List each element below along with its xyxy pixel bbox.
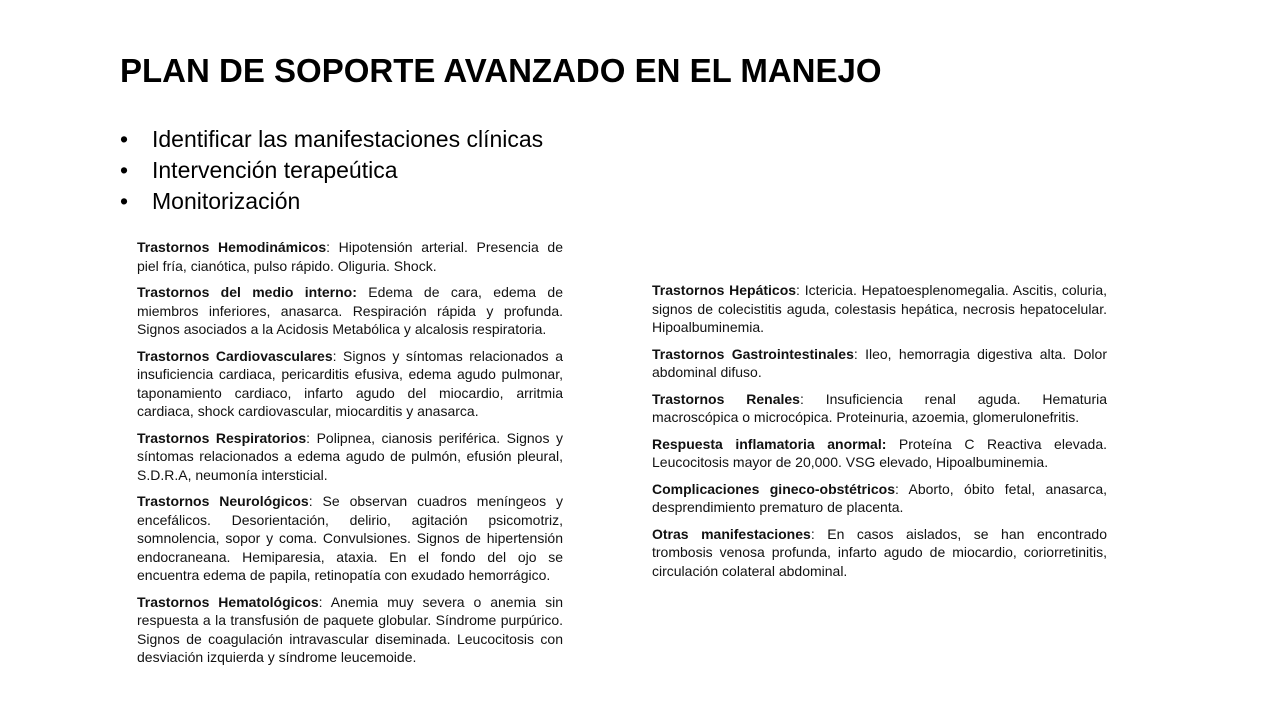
- entry-heading: Trastornos Respiratorios: [137, 429, 307, 446]
- entry-paragraph: [652, 345, 1107, 382]
- bullet-dot-icon: •: [120, 126, 129, 152]
- entry-paragraph: [652, 480, 1107, 517]
- entry-heading: Trastornos Hematológicos: [137, 593, 319, 610]
- entry-text: : Anemia muy severa o anemia sin respuesta a la transfusión de paquete globular. Síndrome purpúrico. Signos de coagulación intravascular diseminada. Leucocitosis con desviación izquierda y síndrome leucemoide.: [137, 593, 563, 665]
- entry-heading: Complicaciones gineco-obstétricos: [652, 480, 895, 497]
- right-text-column: [652, 281, 1107, 588]
- entry-paragraph: [652, 390, 1107, 427]
- bullet-text: Identificar las manifestaciones clínicas: [152, 126, 544, 152]
- bullet-dot-icon: •: [120, 188, 129, 214]
- entry-text: : Polipnea, cianosis periférica. Signos y síntomas relacionados a edema agudo de pulmón, efusión pleural, S.D.R.A, neumonía intersticial.: [137, 429, 563, 483]
- bullet-list: [120, 124, 543, 217]
- entry-heading: Trastornos Hepáticos: [652, 282, 797, 298]
- entry-heading: Otras manifestaciones: [652, 525, 811, 542]
- entry-text: : Hipotensión arterial. Presencia de piel fría, cianótica, pulso rápido. Oliguria. Shock.: [137, 239, 563, 274]
- entry-paragraph: [652, 435, 1107, 472]
- entry-heading: Trastornos Cardiovasculares: [137, 347, 333, 364]
- entry-paragraph: [137, 347, 563, 421]
- entry-paragraph: [137, 283, 563, 339]
- bullet-item: [120, 155, 543, 186]
- bullet-text: Intervención terapeútica: [152, 157, 398, 183]
- entry-paragraph: [137, 593, 563, 667]
- entry-text: : Insuficiencia renal aguda. Hematuria macroscópica o microcópica. Proteinuria, azoemia, glomerulonefritis.: [652, 390, 1107, 425]
- entry-text: : Aborto, óbito fetal, anasarca, desprendimiento prematuro de placenta.: [652, 480, 1107, 515]
- entry-heading: Trastornos Gastrointestinales: [652, 345, 854, 362]
- entry-heading: Trastornos Renales: [652, 390, 800, 407]
- left-text-column: [137, 238, 563, 675]
- entry-paragraph: [137, 238, 563, 275]
- entry-paragraph: [652, 281, 1107, 337]
- entry-paragraph: [652, 525, 1107, 581]
- entry-text: : Ileo, hemorragia digestiva alta. Dolor abdominal difuso.: [652, 345, 1107, 380]
- entry-heading: Trastornos Hemodinámicos: [137, 239, 327, 255]
- entry-text: : Signos y síntomas relacionados a insuficiencia cardiaca, pericarditis efusiva, edema agudo pulmonar, taponamiento cardiaco, infarto agudo del miocardio, arritmia cardiaca, shock cardiovascular, miocarditis y anasarca.: [137, 347, 563, 419]
- entry-text: : En casos aislados, se han encontrado trombosis venosa profunda, infarto agudo de miocardio, coriorretinitis, circulación colateral abdominal.: [652, 525, 1107, 579]
- entry-text: : Se observan cuadros meníngeos y encefálicos. Desorientación, delirio, agitación psicomotriz, somnolencia, sopor y coma. Convulsiones. Signos de hipertensión endocraneana. Hemiparesia, ataxia. En el fondo del ojo se encuentra edema de papila, retinopatía con exudado hemorrágico.: [137, 493, 563, 583]
- entry-text: : Ictericia. Hepatoesplenomegalia. Ascitis, coluria, signos de colecistitis aguda, colestasis hepática, necrosis hepatocelular. Hipoalbuminemia.: [652, 282, 1107, 335]
- bullet-text: Monitorización: [152, 188, 301, 214]
- bullet-item: [120, 186, 543, 217]
- slide-title: PLAN DE SOPORTE AVANZADO EN EL MANEJO: [120, 52, 882, 89]
- entry-paragraph: [137, 492, 563, 585]
- entry-heading: Respuesta inflamatoria anormal:: [652, 435, 887, 452]
- entry-text: Edema de cara, edema de miembros inferiores, anasarca. Respiración rápida y profunda. Signos asociados a la Acidosis Metabólica y alcalosis respiratoria.: [137, 284, 563, 337]
- entry-heading: Trastornos del medio interno:: [137, 284, 357, 300]
- bullet-item: [120, 124, 543, 155]
- entry-heading: Trastornos Neurológicos: [137, 493, 309, 509]
- entry-paragraph: [137, 429, 563, 485]
- entry-text: Proteína C Reactiva elevada. Leucocitosis mayor de 20,000. VSG elevado, Hipoalbuminemia.: [652, 435, 1107, 470]
- bullet-dot-icon: •: [120, 157, 129, 183]
